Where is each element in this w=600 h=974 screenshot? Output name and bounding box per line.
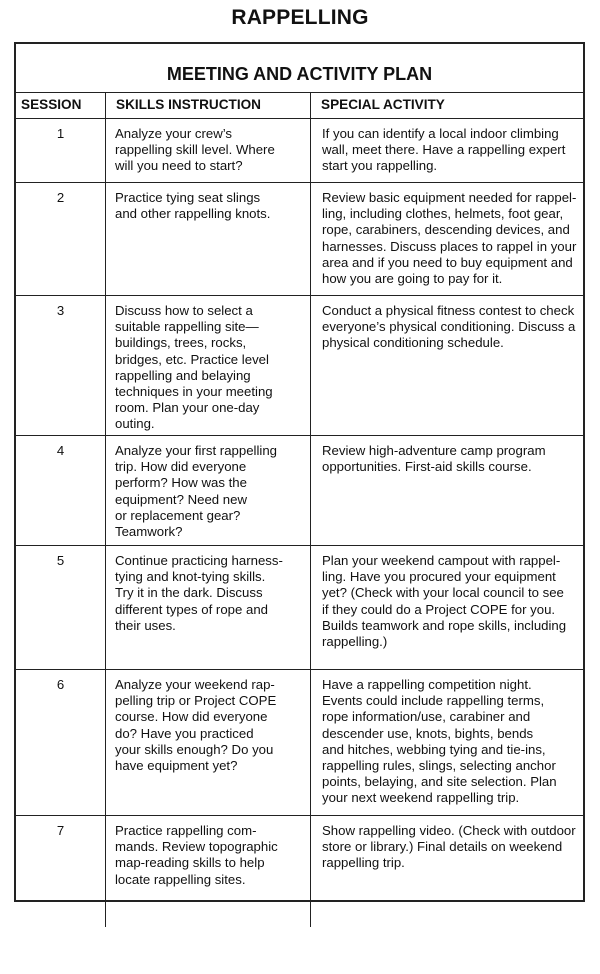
text-line: harnesses. Discuss places to rappel in your	[322, 238, 577, 254]
text-line: Continue practicing harness-	[115, 553, 283, 568]
text-line: rope information/use, carabiner and	[322, 709, 531, 725]
skills-cell	[106, 816, 311, 928]
text-line: and other rappelling knots.	[115, 206, 271, 222]
text-line: Analyze your weekend rap-	[115, 677, 275, 692]
text-line: Analyze your crew’s	[115, 126, 233, 141]
table-row	[16, 816, 583, 928]
text-line: yet? (Check with your local council to see	[322, 585, 564, 601]
session-number: 3	[16, 296, 106, 436]
text-line: Analyze your first rappelling	[115, 443, 277, 458]
session-number: 4	[16, 436, 106, 546]
text-line: area and if you need to buy equipment and	[322, 254, 573, 270]
text-line: bridges, etc. Practice level	[115, 351, 269, 367]
session-number: 2	[16, 183, 106, 296]
session-number: 5	[16, 546, 106, 670]
text-line: If you can identify a local indoor climbing	[322, 126, 559, 141]
text-line: ling. Have you procured your equipment	[322, 569, 556, 585]
table-row	[16, 436, 583, 546]
column-header-session: SESSION	[16, 93, 106, 119]
text-line: will you need to start?	[115, 158, 243, 174]
text-line: Practice tying seat slings	[115, 190, 261, 205]
skills-cell	[106, 436, 311, 546]
text-line: equipment? Need new	[115, 491, 247, 507]
skills-cell	[106, 546, 311, 670]
text-line: mands. Review topographic	[115, 839, 278, 855]
text-line: have equipment yet?	[115, 758, 238, 774]
text-line: Try it in the dark. Discuss	[115, 585, 263, 601]
activity-cell	[311, 546, 584, 670]
skills-cell	[106, 296, 311, 436]
text-line: Conduct a physical fitness contest to check	[322, 303, 575, 318]
session-number: 6	[16, 670, 106, 816]
column-header-activity: SPECIAL ACTIVITY	[311, 93, 584, 119]
text-line: wall, meet there. Have a rappelling expert	[322, 142, 566, 158]
activity-cell	[311, 670, 584, 816]
text-line: rappelling rules, slings, selecting anchor	[322, 758, 556, 774]
text-line: descender use, knots, bights, bends	[322, 725, 534, 741]
text-line: pelling trip or Project COPE	[115, 693, 277, 709]
text-line: start you rappelling.	[322, 158, 438, 174]
skills-cell	[106, 670, 311, 816]
text-line: techniques in your meeting	[115, 384, 273, 400]
text-line: tying and knot-tying skills.	[115, 569, 266, 585]
text-line: Builds teamwork and rope skills, including	[322, 617, 567, 633]
text-line: rappelling trip.	[322, 855, 405, 871]
skills-cell	[106, 119, 311, 183]
text-line: physical conditioning schedule.	[322, 335, 504, 351]
text-line: Have a rappelling competition night.	[322, 677, 532, 692]
text-line: ling, including clothes, helmets, foot gear,	[322, 206, 564, 222]
text-line: store or library.) Final details on weekend	[322, 839, 563, 855]
plan-title: MEETING AND ACTIVITY PLAN	[166, 64, 433, 84]
text-line: rappelling.)	[322, 634, 388, 650]
text-line: opportunities. First-aid skills course.	[322, 459, 532, 475]
skills-cell	[106, 183, 311, 296]
text-line: outing.	[115, 416, 155, 432]
text-line: everyone’s physical conditioning. Discuss a	[322, 319, 576, 335]
table-row	[16, 296, 583, 436]
text-line: Review basic equipment needed for rappel-	[322, 190, 577, 205]
text-line: your next weekend rappelling trip.	[322, 790, 520, 806]
table-row	[16, 119, 583, 183]
text-line: if they could do a Project COPE for you.	[322, 601, 556, 617]
column-header-skills: SKILLS INSTRUCTION	[106, 93, 311, 119]
text-line: rope, carabiners, descending devices, and	[322, 222, 570, 238]
session-number: 7	[16, 816, 106, 928]
activity-cell	[311, 119, 584, 183]
text-line: their uses.	[115, 617, 176, 633]
activity-cell	[311, 296, 584, 436]
text-line: Plan your weekend campout with rappel-	[322, 553, 561, 568]
session-number: 1	[16, 119, 106, 183]
table-header-row	[16, 93, 583, 119]
text-line: Practice rappelling com-	[115, 823, 257, 838]
plan-frame	[14, 42, 585, 902]
text-line: do? Have you practiced	[115, 725, 254, 741]
text-line: suitable rappelling site—	[115, 319, 259, 335]
text-line: Teamwork?	[115, 524, 183, 540]
text-line: points, belaying, and site selection. Plan	[322, 774, 557, 790]
text-line: and hitches, webbing tying and tie-ins,	[322, 741, 546, 757]
text-line: Show rappelling video. (Check with outdoor	[322, 823, 576, 838]
text-line: how you are going to pay for it.	[322, 271, 503, 287]
text-line: room. Plan your one-day	[115, 400, 260, 416]
activity-plan-table	[16, 92, 583, 927]
text-line: or replacement gear?	[115, 507, 241, 523]
text-line: map-reading skills to help	[115, 855, 265, 871]
text-line: Review high-adventure camp program	[322, 443, 546, 458]
text-line: locate rappelling sites.	[115, 871, 246, 887]
table-row	[16, 670, 583, 816]
text-line: Discuss how to select a	[115, 303, 253, 318]
text-line: buildings, trees, rocks,	[115, 335, 247, 351]
activity-cell	[311, 816, 584, 928]
text-line: rappelling skill level. Where	[115, 142, 275, 158]
text-line: course. How did everyone	[115, 709, 268, 725]
text-line: your skills enough? Do you	[115, 741, 274, 757]
text-line: trip. How did everyone	[115, 459, 247, 475]
activity-cell	[311, 436, 584, 546]
table-row	[16, 546, 583, 670]
table-row	[16, 183, 583, 296]
text-line: different types of rope and	[115, 601, 268, 617]
page-title: RAPPELLING	[231, 6, 369, 29]
text-line: rappelling and belaying	[115, 367, 251, 383]
activity-cell	[311, 183, 584, 296]
text-line: perform? How was the	[115, 475, 247, 491]
text-line: Events could include rappelling terms,	[322, 693, 545, 709]
